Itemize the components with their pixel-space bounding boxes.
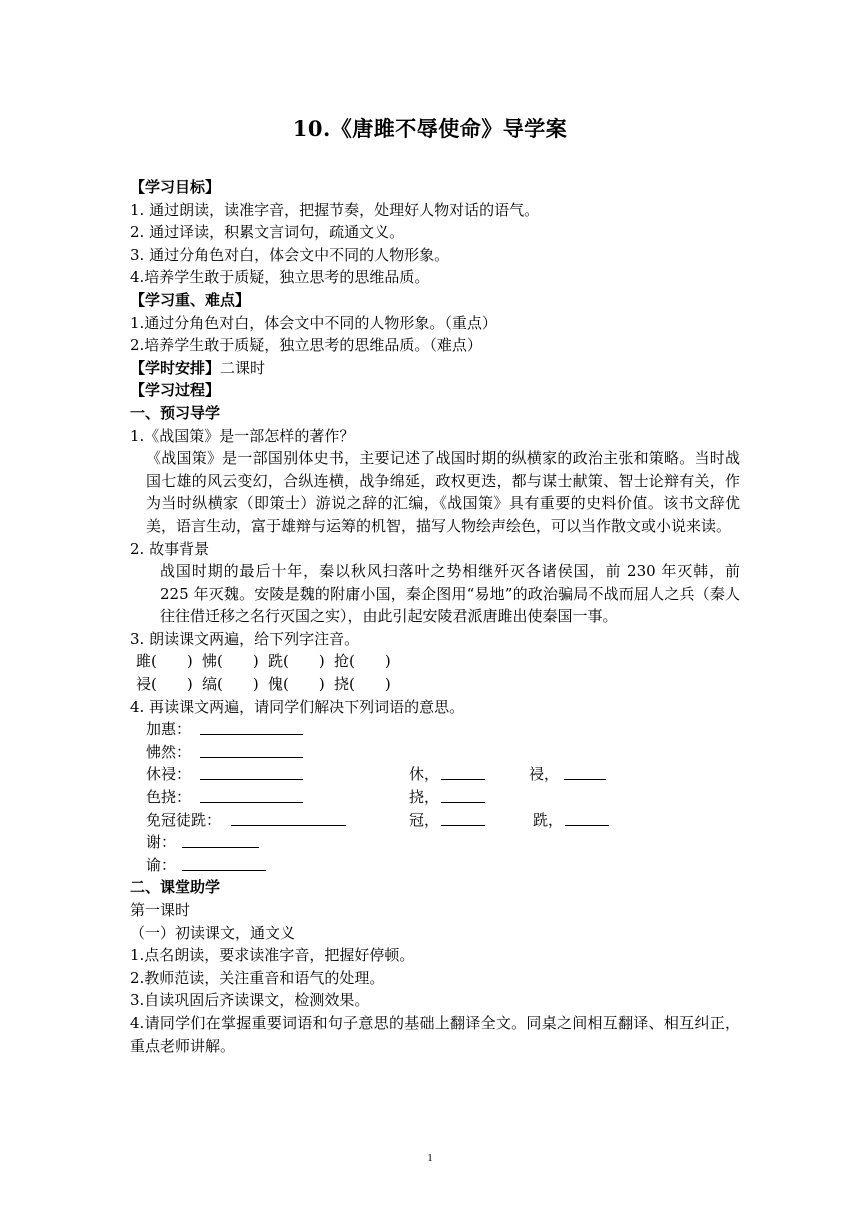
goal-item: 1. 通过朗读，读准字音，把握节奏，处理好人物对话的语气。: [130, 200, 540, 219]
answer-blank[interactable]: [200, 763, 303, 780]
step-item: 3.自读巩固后齐读课文，检测效果。: [130, 991, 370, 1010]
document-body: [130, 176, 740, 1057]
phonetic-item: 雎( ): [136, 652, 193, 671]
answer-blank[interactable]: [200, 741, 303, 758]
answer-blank[interactable]: [182, 854, 266, 871]
vocab-row: [130, 741, 740, 764]
goal-item: 4.培养学生敢于质疑，独立思考的思维品质。: [130, 268, 430, 287]
process-heading: 【学习过程】: [130, 381, 221, 400]
phonetics-row: [130, 650, 740, 673]
vocab-term: 怫然：: [146, 742, 192, 761]
question-2: 2. 故事背景: [130, 539, 210, 558]
vocab-term: 祲，: [529, 765, 560, 784]
document-title: 10.《唐雎不辱使命》导学案: [292, 116, 568, 141]
schedule-value: 二课时: [220, 358, 266, 377]
question-4: 4. 再读课文两遍，请同学们解决下列词语的意思。: [130, 697, 465, 716]
vocab-term: 色挠：: [146, 788, 192, 807]
goal-item: 3. 通过分角色对白，体会文中不同的人物形象。: [130, 245, 450, 264]
answer-blank[interactable]: [441, 786, 485, 803]
answer-blank[interactable]: [200, 718, 303, 735]
vocab-row: [130, 718, 740, 741]
question-1: 1.《战国策》是一部怎样的著作？: [130, 426, 355, 445]
phonetic-item: 抢( ): [334, 652, 391, 671]
step-item: 4.请同学们在掌握重要词语和句子意思的基础上翻译全文。同桌之间相互翻译、相互纠正，重点老师讲解。: [130, 1013, 740, 1055]
answer-2-paragraph: 战国时期的最后十年，秦以秋风扫落叶之势相继歼灭各诸侯国，前 230 年灭韩，前 225 年灭魏。安陵是魏的附庸小国，秦企图用“易地”的政治骗局不战而屈人之兵（秦人往往借迁移之名行灭国之实），由此引起安陵君派唐雎出使秦国一事。: [160, 562, 740, 626]
phonetic-item: 怫( ): [202, 652, 259, 671]
answer-blank[interactable]: [200, 786, 303, 803]
answer-blank[interactable]: [231, 809, 346, 826]
keypoint-item: 1.通过分角色对白，体会文中不同的人物形象。（重点）: [130, 313, 497, 332]
vocab-row: [130, 854, 740, 877]
lesson-label: 第一课时: [130, 901, 191, 919]
vocab-term: 谢：: [146, 833, 177, 852]
answer-blank[interactable]: [441, 763, 485, 780]
vocab-row: [130, 809, 740, 832]
vocab-term: 谕：: [146, 855, 177, 874]
answer-blank[interactable]: [441, 809, 485, 826]
vocab-term: 免冠徒跣：: [146, 810, 222, 829]
answer-1-paragraph: 《战国策》是一部国别体史书，主要记述了战国时期的纵横家的政治主张和策略。当时战国七雄的风云变幻，合纵连横，战争绵延，政权更迭，都与谋士献策、智士论辩有关，作为当时纵横家（即策士）游说之辞的汇编，《战国策》具有重要的史料价值。该书文辞优美，语言生动，富于雄辩与运筹的机智，描写人物绘声绘色，可以当作散文或小说来读。: [146, 449, 740, 535]
phonetic-item: 祲( ): [136, 675, 193, 694]
goal-item: 2. 通过译读，积累文言词句，疏通文义。: [130, 223, 405, 242]
schedule-heading: 【学时安排】: [130, 358, 221, 377]
goals-heading: 【学习目标】: [130, 178, 221, 196]
vocab-term: 跣，: [533, 810, 564, 829]
vocab-row: [130, 786, 740, 809]
answer-blank[interactable]: [182, 831, 259, 848]
vocab-term: 加惠：: [146, 720, 192, 739]
vocab-term: 休祲：: [146, 765, 192, 784]
section2-heading: 二、课堂助学: [130, 878, 221, 897]
phonetic-item: 缟( ): [202, 675, 259, 694]
step-item: 2.教师范读，关注重音和语气的处理。: [130, 968, 385, 987]
answer-blank[interactable]: [565, 809, 609, 826]
vocab-term: 休，: [409, 765, 440, 784]
phonetic-item: 傀( ): [268, 675, 325, 694]
phonetics-row: [130, 673, 740, 696]
section1-heading: 一、预习导学: [130, 403, 221, 422]
keypoints-heading: 【学习重、难点】: [130, 290, 251, 309]
page-number: 1: [427, 1152, 433, 1164]
phonetic-item: 跣( ): [268, 652, 325, 671]
vocab-row: [130, 763, 740, 786]
step-item: 1.点名朗读，要求读准字音，把握好停顿。: [130, 946, 415, 965]
phonetic-item: 挠( ): [334, 675, 391, 694]
vocab-term: 冠，: [409, 810, 440, 829]
answer-blank[interactable]: [564, 763, 606, 780]
keypoint-item: 2.培养学生敢于质疑，独立思考的思维品质。（难点）: [130, 336, 482, 355]
subsection-heading: （一）初读课文，通文义: [130, 923, 296, 942]
vocab-row: [130, 831, 740, 854]
schedule-line: [130, 357, 740, 380]
vocab-term: 挠，: [409, 788, 440, 807]
question-3: 3. 朗读课文两遍，给下列字注音。: [130, 629, 360, 648]
